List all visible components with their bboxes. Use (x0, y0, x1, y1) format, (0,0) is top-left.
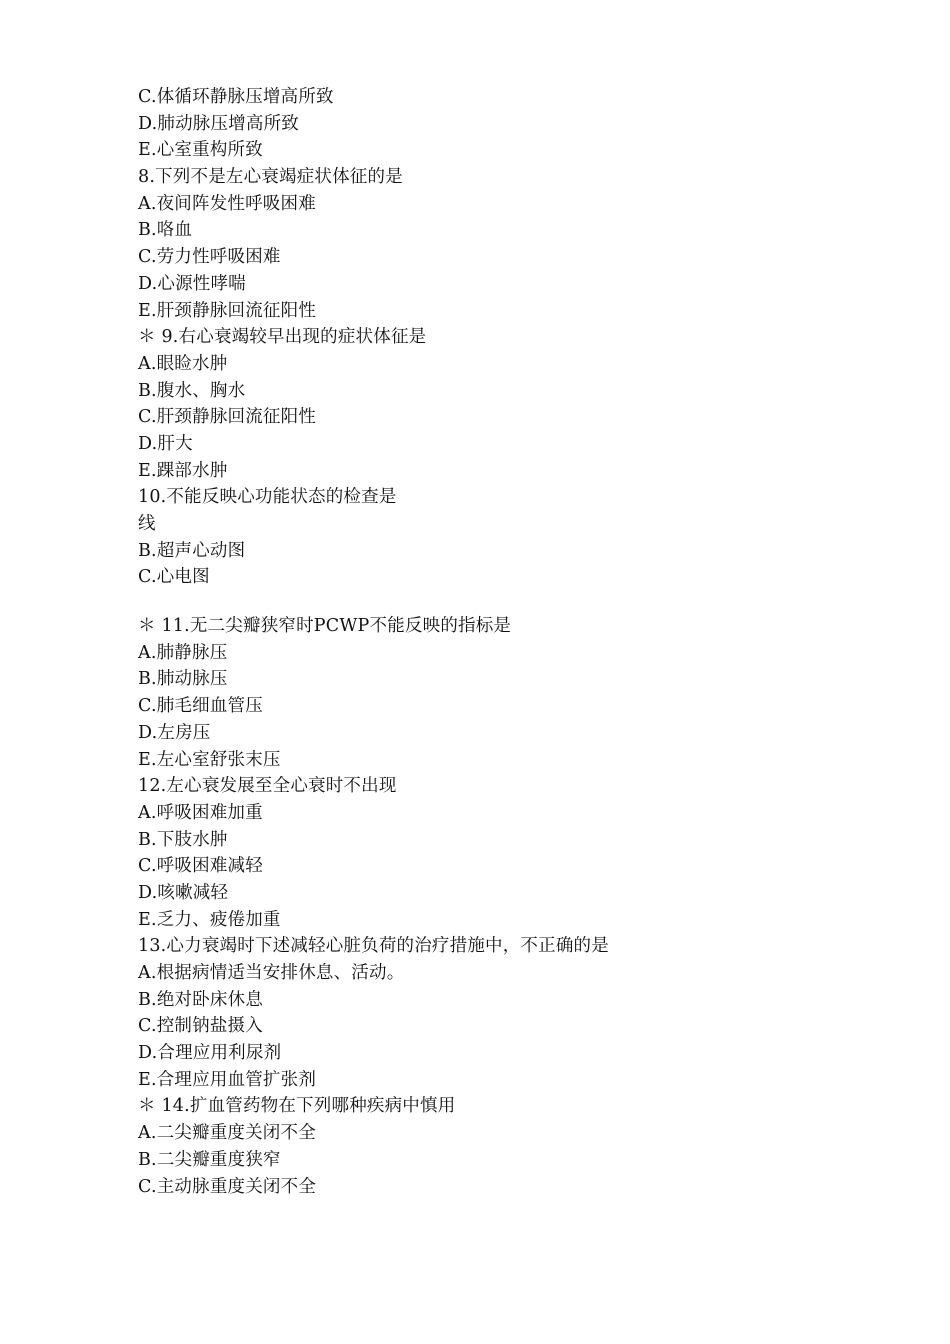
question-line: 13.心力衰竭时下述减轻心脏负荷的治疗措施中，不正确的是 (138, 936, 609, 957)
option-line: C.主动脉重度关闭不全 (138, 1176, 317, 1197)
option-line: C.肝颈静脉回流征阳性 (138, 407, 317, 428)
option-line: A.夜间阵发性呼吸困难 (138, 193, 316, 214)
option-line: C.体循环静脉压增高所致 (138, 87, 334, 107)
option-line: A.眼睑水肿 (138, 353, 228, 374)
option-line: B.腹水、胸水 (138, 380, 246, 401)
option-line: C.肺毛细血管压 (138, 696, 263, 717)
option-line: B.咯血 (138, 220, 193, 241)
question-line: 10.不能反映心功能状态的检查是 (138, 487, 397, 508)
option-line: D.肝大 (138, 433, 193, 454)
option-line: B.绝对卧床休息 (138, 989, 264, 1010)
option-line: A.根据病情适当安排休息、活动。 (138, 963, 405, 983)
option-line: E.踝部水肿 (138, 460, 228, 481)
option-line: E.合理应用血管扩张剂 (138, 1069, 317, 1090)
option-line: C.心电图 (138, 567, 210, 588)
option-line: 线 (138, 514, 156, 534)
question-line: ＊ 9.右心衰竭较早出现的症状体征是 (138, 327, 427, 348)
question-line: ＊ 11.无二尖瓣狭窄时PCWP不能反映的指标是 (138, 616, 512, 637)
question-line: ＊ 14.扩血管药物在下列哪种疾病中慎用 (138, 1096, 456, 1117)
question-line: 8.下列不是左心衰竭症状体征的是 (138, 167, 403, 188)
option-line: E.乏力、疲倦加重 (138, 909, 281, 930)
option-line: B.下肢水肿 (138, 829, 228, 850)
question-line: 12.左心衰发展至全心衰时不出现 (138, 776, 397, 797)
option-line: A.肺静脉压 (138, 642, 228, 663)
option-line: D.合理应用利尿剂 (138, 1043, 282, 1064)
document-page (138, 84, 858, 1200)
text-block-2 (138, 613, 858, 1200)
option-line: A.二尖瓣重度关闭不全 (138, 1123, 316, 1144)
option-line: B.超声心动图 (138, 540, 246, 561)
option-line: C.劳力性呼吸困难 (138, 247, 281, 268)
option-line: D.肺动脉压增高所致 (138, 113, 299, 134)
option-line: C.控制钠盐摄入 (138, 1016, 263, 1037)
paragraph-gap (138, 591, 858, 613)
option-line: B.肺动脉压 (138, 669, 228, 690)
option-line: D.咳嗽减轻 (138, 882, 229, 903)
option-line: E.左心室舒张末压 (138, 749, 281, 770)
option-line: D.心源性哮喘 (138, 273, 246, 294)
option-line: B.二尖瓣重度狭窄 (138, 1149, 281, 1170)
option-line: E.肝颈静脉回流征阳性 (138, 300, 317, 321)
option-line: E.心室重构所致 (138, 140, 263, 161)
text-block-1 (138, 84, 858, 591)
option-line: A.呼吸困难加重 (138, 802, 263, 823)
option-line: D.左房压 (138, 722, 211, 743)
option-line: C.呼吸困难减轻 (138, 856, 263, 877)
